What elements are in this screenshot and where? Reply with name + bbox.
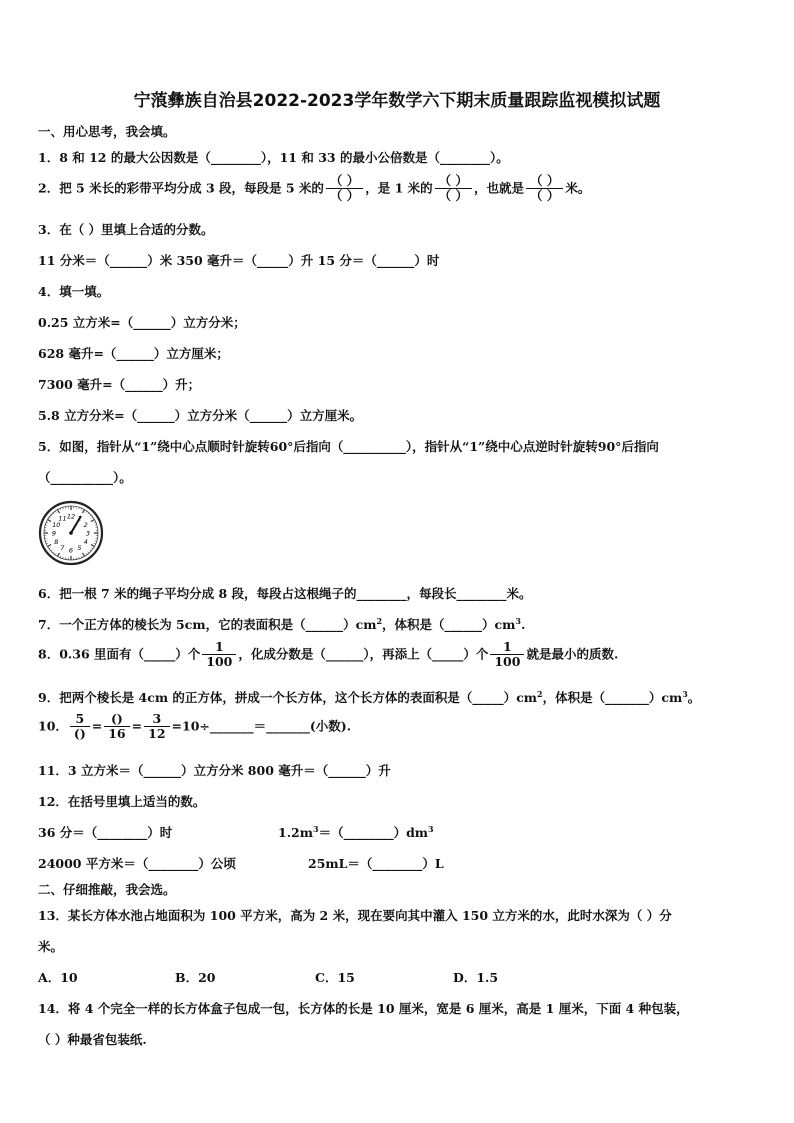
question-5-continued: （__________）。 bbox=[38, 470, 132, 485]
clock-number: 7 bbox=[60, 544, 65, 553]
option-b: B．20 bbox=[175, 970, 216, 985]
clock-number: 3 bbox=[85, 529, 91, 538]
clock-number: 12 bbox=[66, 512, 76, 521]
question-4-item-4: 5.8 立方分米=（______）立方分米（______）立方厘米。 bbox=[38, 408, 363, 423]
question-12: 12．在括号里填上适当的数。 bbox=[38, 794, 206, 809]
question-3-items: 11 分米＝（______）米 350 毫升＝（_____）升 15 分＝（______）时 bbox=[38, 253, 440, 268]
question-13-continued: 米。 bbox=[38, 939, 64, 954]
clock-number: 6 bbox=[68, 546, 74, 555]
question-13: 13．某长方体水池占地面积为 100 平方米，高为 2 米，现在要向其中灌入 150 立方米的水，此时水深为（ ）分 bbox=[38, 908, 672, 923]
question-4: 4．填一填。 bbox=[38, 284, 110, 299]
question-4-item-2: 628 毫升=（______）立方厘米； bbox=[38, 346, 229, 361]
option-a: A．10 bbox=[38, 970, 78, 985]
question-12-item-c: 24000 平方米＝（________）公顷 bbox=[38, 856, 236, 871]
section-2-heading: 二、仔细推敲，我会选。 bbox=[38, 882, 176, 897]
clock-illustration bbox=[38, 500, 104, 566]
clock-number: 2 bbox=[83, 520, 88, 529]
question-12-item-d: 25mL＝（________）L bbox=[308, 856, 444, 871]
fraction: $\frac{()}{16}$ bbox=[104, 712, 129, 742]
question-4-item-1: 0.25 立方米=（______）立方分米； bbox=[38, 315, 246, 330]
question-6: 6．把一根 7 米的绳子平均分成 8 段，每段占这根绳子的________，每段长________米。 bbox=[38, 586, 532, 601]
option-c: C．15 bbox=[315, 970, 355, 985]
question-11: 11．3 立方米＝（______）立方分米 800 毫升＝（______）升 bbox=[38, 763, 391, 778]
clock-number: 10 bbox=[52, 520, 61, 529]
question-9: 9．把两个棱长是 4cm 的正方体，拼成一个长方体，这个长方体的表面积是$(\_\_\_\_\_)cm^2$，体积是$(\_\_\_\_\_\_\_)cm^3$。 bbox=[38, 688, 701, 705]
fraction: $\frac{5}{()}$ bbox=[70, 712, 90, 742]
fraction-blank: $\frac{( )}{( )}$ bbox=[326, 174, 363, 204]
fraction: $\frac{3}{12}$ bbox=[144, 712, 169, 742]
clock-number: 4 bbox=[83, 537, 88, 546]
question-7: 7．一个正方体的棱长为 5cm，它的表面积是$(\_\_\_\_\_\_)cm^2$，体积是$(\_\_\_\_\_\_)cm^3$. bbox=[38, 615, 526, 632]
clock-number: 11 bbox=[58, 514, 67, 523]
question-12-item-b: $1.2m^3=(\_\_\_\_\_\_\_\_)dm^3$ bbox=[278, 823, 434, 840]
question-2: 2．把 5 米长的彩带平均分成 3 段，每段是 5 米的 $\frac{( )}{( )}$ ，是 1 米的 $\frac{( )}{( )}$ ，也就是 $\frac{( )}{( )}$ 米。 bbox=[38, 173, 591, 204]
fraction-blank: $\frac{( )}{( )}$ bbox=[435, 174, 472, 204]
fraction-1-100: $\frac{1}{100}$ bbox=[490, 640, 524, 670]
question-4-item-3: 7300 毫升=（______）升； bbox=[38, 377, 201, 392]
fraction-1-100: $\frac{1}{100}$ bbox=[202, 640, 236, 670]
question-14-continued: （ ）种最省包装纸. bbox=[38, 1032, 147, 1047]
question-14: 14．将 4 个完全一样的长方体盒子包成一包，长方体的长是 10 厘米，宽是 6 厘米，高是 1 厘米，下面 4 种包装， bbox=[38, 1001, 689, 1016]
question-1: 1．8 和 12 的最大公因数是（________），11 和 33 的最小公倍数是（________）。 bbox=[38, 150, 509, 165]
question-12-item-a: 36 分＝（________）时 bbox=[38, 825, 173, 840]
clock-number: 8 bbox=[54, 537, 59, 546]
question-10: 10． $\frac{5}{()}$ = $\frac{()}{16}$ = $\frac{3}{12}$ =10÷_______＝_______(小数). bbox=[38, 711, 352, 742]
question-5: 5．如图，指针从“1”绕中心点顺时针旋转60°后指向（__________），指针从“1”绕中心点逆时针旋转90°后指向 bbox=[38, 439, 659, 454]
clock-number: 5 bbox=[77, 544, 82, 553]
page-title: 宁蒗彝族自治县2022-2023学年数学六下期末质量跟踪监视模拟试题 bbox=[133, 91, 661, 111]
fraction-blank: $\frac{( )}{( )}$ bbox=[526, 174, 563, 204]
clock-number: 9 bbox=[51, 529, 57, 538]
question-3: 3．在（ ）里填上合适的分数。 bbox=[38, 222, 214, 237]
section-1-heading: 一、用心思考，我会填。 bbox=[38, 124, 176, 139]
question-8: 8．0.36 里面有（_____）个 $\frac{1}{100}$ ，化成分数是（______），再添上（_____）个 $\frac{1}{100}$ 就是最小的质数. bbox=[38, 639, 619, 670]
option-d: D．1.5 bbox=[453, 970, 499, 985]
